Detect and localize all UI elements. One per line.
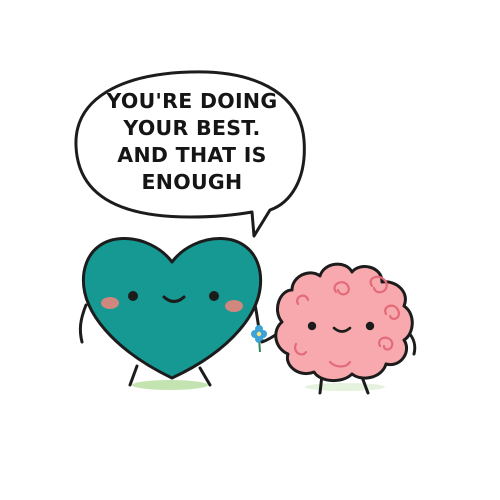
- flower: [251, 325, 267, 352]
- heart-right-eye: [209, 291, 219, 301]
- brain-ground-shadow: [305, 383, 385, 391]
- heart-left-leg: [130, 366, 137, 385]
- heart-right-cheek: [225, 300, 243, 312]
- speech-bubble-text: [82, 88, 302, 196]
- brain-left-eye: [308, 322, 316, 330]
- speech-line: YOUR BEST.: [123, 116, 261, 140]
- heart-character: [80, 238, 262, 385]
- heart-ground-shadow: [132, 380, 208, 390]
- brain-right-eye: [366, 322, 374, 330]
- brain-character: [262, 264, 415, 393]
- speech-line: AND THAT IS: [117, 143, 267, 167]
- heart-left-arm: [80, 305, 86, 342]
- heart-left-cheek: [101, 297, 119, 309]
- heart-left-eye: [128, 291, 138, 301]
- speech-line: YOU'RE DOING: [106, 89, 278, 113]
- speech-line: ENOUGH: [141, 170, 243, 194]
